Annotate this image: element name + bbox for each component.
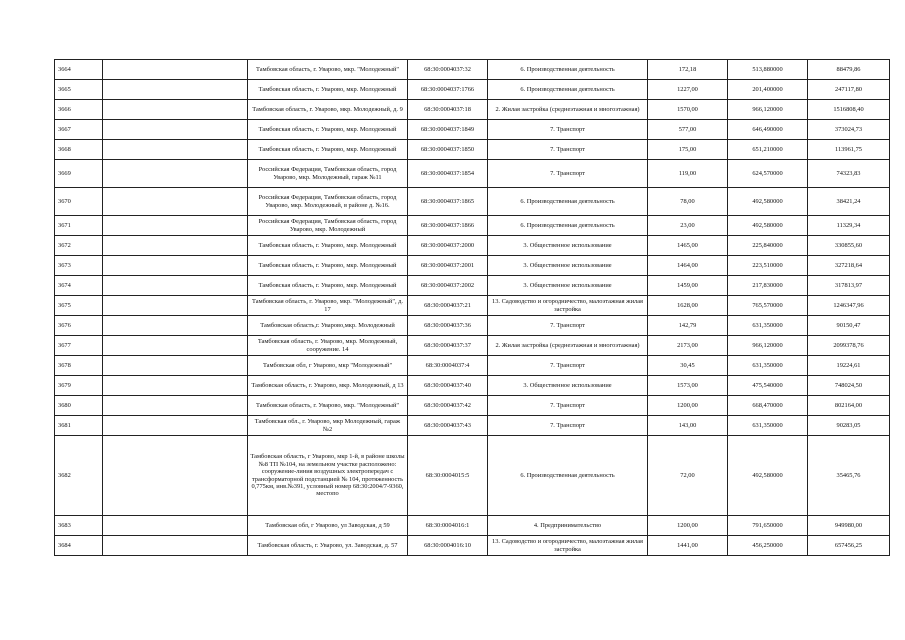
- land-use-cell: 7. Транспорт: [488, 396, 648, 416]
- specific-value-cell: 513,880000: [728, 60, 808, 80]
- address-cell: Тамбовская область, г. Уварово, мкр. Молодежный: [248, 256, 408, 276]
- area-cell: 1628,00: [648, 296, 728, 316]
- specific-value-cell: 456,250000: [728, 536, 808, 556]
- area-cell: 1459,00: [648, 276, 728, 296]
- row-number-cell: 3679: [55, 376, 103, 396]
- area-cell: 1200,00: [648, 396, 728, 416]
- table-row: [55, 60, 890, 80]
- cadastral-number-cell: 68:30:0004037:1854: [408, 160, 488, 188]
- land-use-cell: 2. Жилая застройка (среднеэтажная и многоэтажная): [488, 336, 648, 356]
- cadastral-number-cell: 68:30:0004037:37: [408, 336, 488, 356]
- empty-cell: [103, 316, 248, 336]
- land-use-cell: 7. Транспорт: [488, 160, 648, 188]
- cadastral-value-cell: 90283,05: [808, 416, 890, 436]
- cadastral-number-cell: 68:30:0004037:4: [408, 356, 488, 376]
- empty-cell: [103, 256, 248, 276]
- table-row: [55, 536, 890, 556]
- cadastral-number-cell: 68:30:0004037:18: [408, 100, 488, 120]
- address-cell: Тамбовская область, г Уварово, мкр 1-й, в районе школы №8 ТП №104, на земельном участке расположено: сооружение-линия воздушных электропередач с трансформаторной подстанцией № 104, протяженность 0,775км, инв.№391, условный номер 68:30:2004/7-9360, местопо: [248, 436, 408, 516]
- cadastral-number-cell: 68:30:0004037:21: [408, 296, 488, 316]
- area-cell: 175,00: [648, 140, 728, 160]
- table-row: [55, 296, 890, 316]
- cadastral-value-cell: 1516808,40: [808, 100, 890, 120]
- row-number-cell: 3683: [55, 516, 103, 536]
- land-use-cell: 3. Общественное использование: [488, 236, 648, 256]
- land-use-cell: 13. Садоводство и огородничество, малоэтажная жилая застройка: [488, 536, 648, 556]
- empty-cell: [103, 120, 248, 140]
- cadastral-value-cell: 74323,83: [808, 160, 890, 188]
- address-cell: Тамбовская область, г. Уварово, мкр. "Молодежный": [248, 60, 408, 80]
- table-row: [55, 120, 890, 140]
- cadastral-number-cell: 68:30:0004016:1: [408, 516, 488, 536]
- address-cell: Тамбовская обл, г Уварово, мкр "Молодежный": [248, 356, 408, 376]
- table-row: [55, 416, 890, 436]
- empty-cell: [103, 80, 248, 100]
- area-cell: 1573,00: [648, 376, 728, 396]
- address-cell: Тамбовская область, г. Уварово, мкр. "Молодежный", д. 17: [248, 296, 408, 316]
- cadastral-number-cell: 68:30:0004037:43: [408, 416, 488, 436]
- area-cell: 72,00: [648, 436, 728, 516]
- address-cell: Тамбовская область, г. Уварово, мкр. Молодежный: [248, 80, 408, 100]
- area-cell: 119,00: [648, 160, 728, 188]
- empty-cell: [103, 536, 248, 556]
- cadastral-number-cell: 68:30:0004037:2001: [408, 256, 488, 276]
- cadastral-value-cell: 19224,61: [808, 356, 890, 376]
- empty-cell: [103, 216, 248, 236]
- address-cell: Тамбовская область, г. Уварово, мкр. Молодежный: [248, 140, 408, 160]
- area-cell: 1200,00: [648, 516, 728, 536]
- empty-cell: [103, 416, 248, 436]
- area-cell: 23,00: [648, 216, 728, 236]
- cadastral-value-cell: 113961,75: [808, 140, 890, 160]
- table-row: [55, 256, 890, 276]
- specific-value-cell: 966,120000: [728, 336, 808, 356]
- empty-cell: [103, 160, 248, 188]
- area-cell: 1464,00: [648, 256, 728, 276]
- row-number-cell: 3682: [55, 436, 103, 516]
- table-row: [55, 80, 890, 100]
- table-row: [55, 516, 890, 536]
- specific-value-cell: 225,840000: [728, 236, 808, 256]
- specific-value-cell: 651,210000: [728, 140, 808, 160]
- row-number-cell: 3676: [55, 316, 103, 336]
- specific-value-cell: 646,490000: [728, 120, 808, 140]
- cadastral-value-cell: 330855,60: [808, 236, 890, 256]
- land-use-cell: 7. Транспорт: [488, 356, 648, 376]
- specific-value-cell: 217,830000: [728, 276, 808, 296]
- specific-value-cell: 201,400000: [728, 80, 808, 100]
- land-use-cell: 3. Общественное использование: [488, 256, 648, 276]
- empty-cell: [103, 436, 248, 516]
- address-cell: Тамбовская область, г. Уварово, ул. Заводская, д. 57: [248, 536, 408, 556]
- empty-cell: [103, 396, 248, 416]
- table-row: [55, 316, 890, 336]
- land-use-cell: 6. Производственная деятельность: [488, 80, 648, 100]
- row-number-cell: 3681: [55, 416, 103, 436]
- address-cell: Российская Федерация, Тамбовская область, город Уварово, мкр. Молодежный, в районе д. №16.: [248, 188, 408, 216]
- address-cell: Тамбовская область, г. Уварово, мкр. Молодежный, д. 9: [248, 100, 408, 120]
- area-cell: 143,00: [648, 416, 728, 436]
- cadastral-value-cell: 35465,76: [808, 436, 890, 516]
- table-row: [55, 376, 890, 396]
- land-use-cell: 6. Производственная деятельность: [488, 60, 648, 80]
- cadastral-value-cell: 88479,86: [808, 60, 890, 80]
- address-cell: Тамбовская область, г. Уварово, мкр. Молодежный: [248, 276, 408, 296]
- cadastral-value-cell: 802164,00: [808, 396, 890, 416]
- table-row: [55, 236, 890, 256]
- area-cell: 172,18: [648, 60, 728, 80]
- table-row: [55, 100, 890, 120]
- area-cell: 1465,00: [648, 236, 728, 256]
- land-use-cell: 4. Предпринимательство: [488, 516, 648, 536]
- row-number-cell: 3677: [55, 336, 103, 356]
- cadastral-number-cell: 68:30:0004037:2000: [408, 236, 488, 256]
- row-number-cell: 3675: [55, 296, 103, 316]
- row-number-cell: 3664: [55, 60, 103, 80]
- table-row: [55, 160, 890, 188]
- empty-cell: [103, 100, 248, 120]
- address-cell: Тамбовская область, г. Уварово, мкр. Молодежный: [248, 120, 408, 140]
- address-cell: Российская Федерация, Тамбовская область, город Уварово, мкр. Молодежный, гараж №11: [248, 160, 408, 188]
- land-use-cell: 7. Транспорт: [488, 140, 648, 160]
- specific-value-cell: 492,580000: [728, 216, 808, 236]
- address-cell: Тамбовская область, г. Уварово, мкр. Молодежный, д 13: [248, 376, 408, 396]
- cadastral-number-cell: 68:30:0004037:40: [408, 376, 488, 396]
- area-cell: 78,00: [648, 188, 728, 216]
- specific-value-cell: 492,580000: [728, 436, 808, 516]
- row-number-cell: 3670: [55, 188, 103, 216]
- cadastral-number-cell: 68:30:0004037:1865: [408, 188, 488, 216]
- cadastral-value-cell: 247117,80: [808, 80, 890, 100]
- cadastral-value-cell: 11329,34: [808, 216, 890, 236]
- land-use-cell: 6. Производственная деятельность: [488, 216, 648, 236]
- cadastral-value-cell: 327218,64: [808, 256, 890, 276]
- land-use-cell: 7. Транспорт: [488, 416, 648, 436]
- address-cell: Тамбовская область, г. Уварово, мкр. Молодежный: [248, 236, 408, 256]
- cadastral-value-cell: 317813,97: [808, 276, 890, 296]
- land-use-cell: 3. Общественное использование: [488, 276, 648, 296]
- address-cell: Тамбовская область, г. Уварово, мкр. "Молодежный": [248, 396, 408, 416]
- cadastral-value-cell: 38421,24: [808, 188, 890, 216]
- row-number-cell: 3668: [55, 140, 103, 160]
- empty-cell: [103, 188, 248, 216]
- area-cell: 2173,00: [648, 336, 728, 356]
- cadastral-value-cell: 90150,47: [808, 316, 890, 336]
- address-cell: Тамбовская обл., г. Уварово, мкр Молодежный, гараж №2: [248, 416, 408, 436]
- area-cell: 142,79: [648, 316, 728, 336]
- empty-cell: [103, 236, 248, 256]
- empty-cell: [103, 60, 248, 80]
- row-number-cell: 3669: [55, 160, 103, 188]
- row-number-cell: 3678: [55, 356, 103, 376]
- table-body: [55, 60, 890, 556]
- table-row: [55, 396, 890, 416]
- address-cell: Тамбовская область,г. Уварово,мкр. Молодежный: [248, 316, 408, 336]
- address-cell: Тамбовская область, г. Уварово, мкр. Молодежный, сооружение. 14: [248, 336, 408, 356]
- specific-value-cell: 791,650000: [728, 516, 808, 536]
- cadastral-number-cell: 68:30:0004016:10: [408, 536, 488, 556]
- table-row: [55, 188, 890, 216]
- empty-cell: [103, 376, 248, 396]
- empty-cell: [103, 516, 248, 536]
- table-row: [55, 140, 890, 160]
- row-number-cell: 3672: [55, 236, 103, 256]
- cadastral-value-cell: 657456,25: [808, 536, 890, 556]
- empty-cell: [103, 140, 248, 160]
- cadastral-number-cell: 68:30:0004037:32: [408, 60, 488, 80]
- area-cell: 1570,00: [648, 100, 728, 120]
- cadastral-value-cell: 373024,73: [808, 120, 890, 140]
- cadastral-number-cell: 68:30:0004037:42: [408, 396, 488, 416]
- land-use-cell: 3. Общественное использование: [488, 376, 648, 396]
- address-cell: Тамбовская обл, г Уварово, ул Заводская, д 59: [248, 516, 408, 536]
- specific-value-cell: 765,570000: [728, 296, 808, 316]
- cadastral-number-cell: 68:30:0004037:2002: [408, 276, 488, 296]
- row-number-cell: 3667: [55, 120, 103, 140]
- empty-cell: [103, 336, 248, 356]
- cadastral-number-cell: 68:30:0004037:1866: [408, 216, 488, 236]
- row-number-cell: 3673: [55, 256, 103, 276]
- area-cell: 577,00: [648, 120, 728, 140]
- land-use-cell: 6. Производственная деятельность: [488, 188, 648, 216]
- land-use-cell: 6. Производственная деятельность: [488, 436, 648, 516]
- area-cell: 1441,00: [648, 536, 728, 556]
- table-row: [55, 276, 890, 296]
- table-row: [55, 216, 890, 236]
- specific-value-cell: 475,540000: [728, 376, 808, 396]
- row-number-cell: 3684: [55, 536, 103, 556]
- area-cell: 30,45: [648, 356, 728, 376]
- address-cell: Российская Федерация, Тамбовская область, город Уварово, мкр. Молодежный: [248, 216, 408, 236]
- table-row: [55, 436, 890, 516]
- row-number-cell: 3666: [55, 100, 103, 120]
- cadastral-number-cell: 68:30:0004037:1849: [408, 120, 488, 140]
- empty-cell: [103, 276, 248, 296]
- land-use-cell: 13. Садоводство и огородничество, малоэтажная жилая застройка: [488, 296, 648, 316]
- specific-value-cell: 223,510000: [728, 256, 808, 276]
- cadastral-number-cell: 68:30:0004015:5: [408, 436, 488, 516]
- specific-value-cell: 631,350000: [728, 356, 808, 376]
- cadastral-number-cell: 68:30:0004037:36: [408, 316, 488, 336]
- cadastral-number-cell: 68:30:0004037:1766: [408, 80, 488, 100]
- land-valuation-table: [54, 59, 890, 556]
- specific-value-cell: 492,580000: [728, 188, 808, 216]
- specific-value-cell: 668,470000: [728, 396, 808, 416]
- specific-value-cell: 631,350000: [728, 416, 808, 436]
- table-row: [55, 336, 890, 356]
- row-number-cell: 3680: [55, 396, 103, 416]
- specific-value-cell: 624,570000: [728, 160, 808, 188]
- cadastral-value-cell: 2099378,76: [808, 336, 890, 356]
- row-number-cell: 3674: [55, 276, 103, 296]
- land-use-cell: 7. Транспорт: [488, 120, 648, 140]
- row-number-cell: 3671: [55, 216, 103, 236]
- land-use-cell: 2. Жилая застройка (среднеэтажная и многоэтажная): [488, 100, 648, 120]
- cadastral-value-cell: 1246347,96: [808, 296, 890, 316]
- cadastral-value-cell: 949980,00: [808, 516, 890, 536]
- land-use-cell: 7. Транспорт: [488, 316, 648, 336]
- specific-value-cell: 631,350000: [728, 316, 808, 336]
- empty-cell: [103, 356, 248, 376]
- specific-value-cell: 966,120000: [728, 100, 808, 120]
- table-row: [55, 356, 890, 376]
- cadastral-number-cell: 68:30:0004037:1850: [408, 140, 488, 160]
- area-cell: 1227,00: [648, 80, 728, 100]
- empty-cell: [103, 296, 248, 316]
- cadastral-value-cell: 748024,50: [808, 376, 890, 396]
- row-number-cell: 3665: [55, 80, 103, 100]
